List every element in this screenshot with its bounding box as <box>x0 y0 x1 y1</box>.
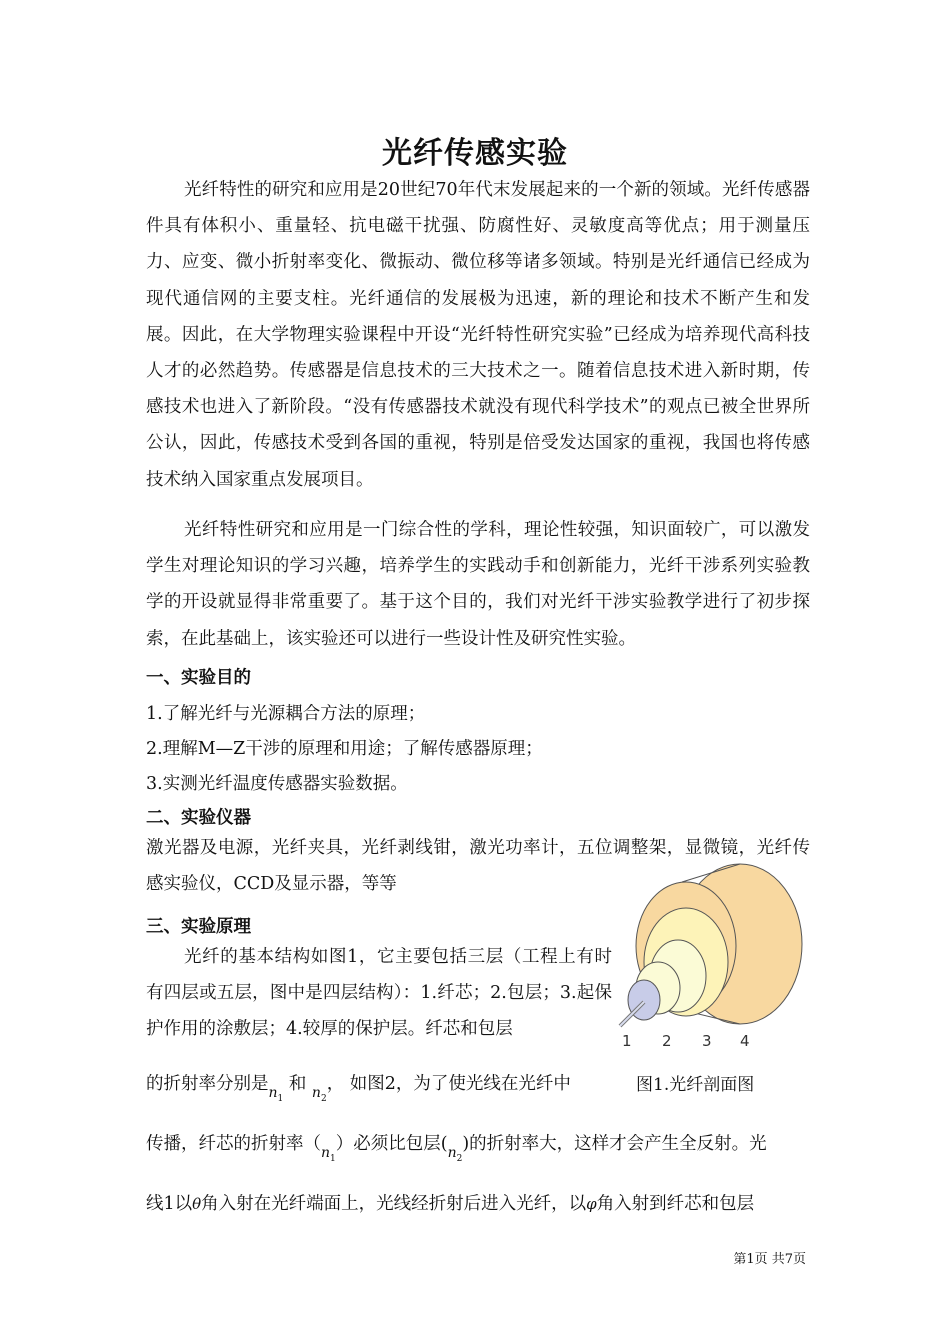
list-item: 1.了解光纤与光源耦合方法的原理； <box>146 704 426 724</box>
intro-paragraph-2: 光纤特性研究和应用是一门综合性的学科，理论性较强，知识面较广，可以激发学生对理论知识的学习兴趣，培养学生的实践动手和创新能力，光纤干涉系列实验教学的开设就显得非常重要了。基于这个目的，我们对光纤干涉实验教学进行了初步探索，在此基础上，该实验还可以进行一些设计性及研究性实验。 <box>146 520 810 649</box>
symbol-phi: φ <box>586 1195 597 1213</box>
section-heading-equipment: 二、实验仪器 <box>146 808 251 828</box>
section-heading-purpose: 一、实验目的 <box>146 668 251 688</box>
symbol-n2: n2 <box>311 1085 327 1104</box>
figure-caption: 图1.光纤剖面图 <box>636 1075 755 1095</box>
label-2: 2 <box>662 1032 672 1050</box>
list-item: 2.理解M—Z干涉的原理和用途；了解传感器原理； <box>146 739 543 759</box>
section-heading-principle: 三、实验原理 <box>146 917 251 937</box>
refractive-index-line: 的折射率分别是$_{n_1}$ 和 $_{n_2}$， 如图2，为了使光线在光纤中 <box>146 1074 571 1104</box>
symbol-n1: n1 <box>268 1085 284 1104</box>
label-1: 1 <box>622 1032 632 1050</box>
page-number: 第1页 共7页 <box>733 1252 806 1267</box>
symbol-n1: n1 <box>321 1145 336 1164</box>
equipment-text: 激光器及电源，光纤夹具，光纤剥线钳，激光功率计，五位调整架，显微镜，光纤传感实验仪，CCD及显示器，等等 <box>146 838 810 895</box>
label-4: 4 <box>740 1032 750 1050</box>
list-item: 3.实测光纤温度传感器实验数据。 <box>146 774 408 794</box>
page-title: 光纤传感实验 <box>382 136 568 171</box>
fiber-cross-section-figure <box>612 862 812 1052</box>
total-reflection-line: 传播，纤芯的折射率$(_{n_1})$必须比包层$(_{n_2})$的折射率大，这样才会产生全反射。光 <box>146 1134 767 1164</box>
symbol-n2: n2 <box>447 1145 463 1164</box>
label-3: 3 <box>702 1032 712 1050</box>
intro-paragraph-1: 光纤特性的研究和应用是20世纪70年代末发展起来的一个新的领域。光纤传感器件具有体积小、重量轻、抗电磁干扰强、防腐性好、灵敏度高等优点；用于测量压力、应变、微小折射率变化、微振动、微位移等诸多领域。特别是光纤通信已经成为现代通信网的主要支柱。光纤通信的发展极为迅速，新的理论和技术不断产生和发展。因此，在大学物理实验课程中开设“光纤特性研究实验”已经成为培养现代高科技人才的必然趋势。传感器是信息技术的三大技术之一。随着信息技术进入新时期，传感技术也进入了新阶段。“没有传感器技术就没有现代科学技术”的观点已被全世界所公认，因此，传感技术受到各国的重视，特别是倍受发达国家的重视，我国也将传感技术纳入国家重点发展项目。 <box>146 180 810 490</box>
symbol-theta: θ <box>192 1195 202 1213</box>
incidence-line: 线1以θ角入射在光纤端面上，光线经折射后进入光纤，以φ角入射到纤芯和包层 <box>146 1194 755 1214</box>
principle-paragraph: 光纤的基本结构如图1，它主要包括三层（工程上有时有四层或五层，图中是四层结构）：1.纤芯；2.包层；3.起保护作用的涂敷层；4.较厚的保护层。纤芯和包层 <box>146 947 612 1040</box>
